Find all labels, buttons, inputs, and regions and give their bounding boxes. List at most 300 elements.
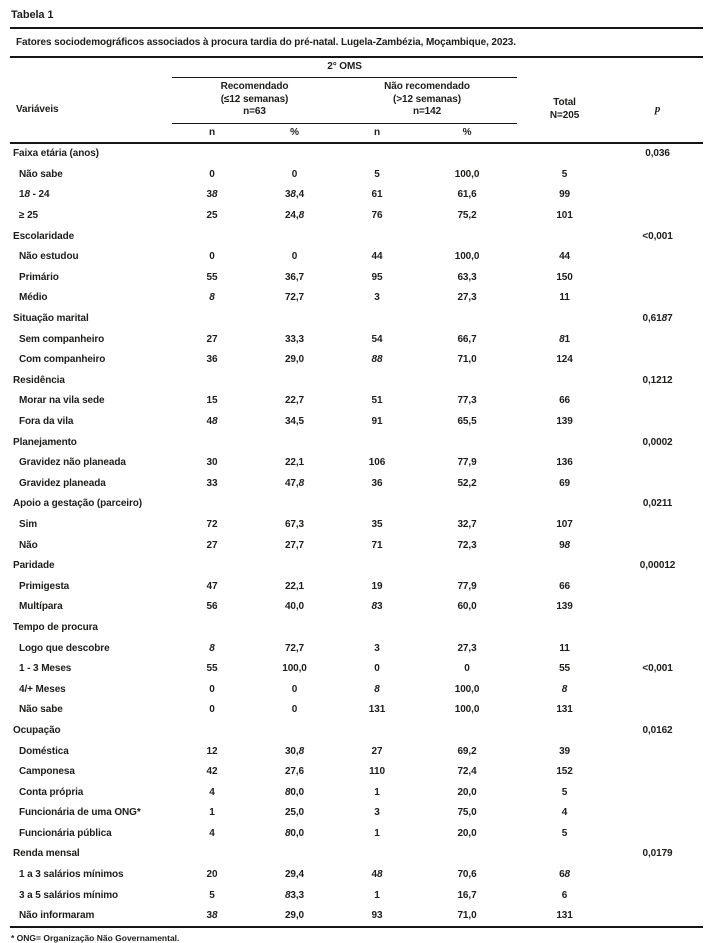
value-cell: 0 (209, 704, 215, 716)
value-cell: 47,8 (284, 477, 305, 489)
value-cell: 77,3 (457, 395, 477, 407)
value-cell: 5 (374, 168, 380, 180)
group2-line3: n=142 (412, 106, 442, 117)
value-cell: 38 (206, 910, 218, 922)
pct-subheader: % (252, 123, 337, 143)
value-cell: 66 (559, 395, 570, 407)
value-cell: 8 (209, 292, 215, 304)
row-label: ≥ 25 (19, 210, 38, 222)
p-value-cell: 0,00012 (639, 560, 676, 572)
row-label: Funcionária pública (19, 827, 112, 839)
value-cell: 48 (371, 869, 383, 881)
row-label: Camponesa (19, 766, 75, 778)
value-cell: 0 (209, 683, 215, 695)
table-row (10, 597, 703, 618)
value-cell: 66,7 (457, 333, 477, 345)
value-cell: 131 (368, 704, 386, 716)
value-cell: 15 (206, 395, 218, 407)
p-value-cell (612, 905, 703, 927)
value-cell: 48 (206, 416, 218, 428)
table-row (10, 679, 703, 700)
recommended-group-header (172, 78, 337, 124)
value-cell: 66 (559, 580, 570, 592)
value-cell (252, 370, 337, 391)
table-row (10, 638, 703, 659)
row-label: Paridade (13, 560, 55, 572)
group2-line2: (>12 semanas) (393, 93, 461, 105)
value-cell (517, 494, 612, 515)
value-cell (252, 844, 337, 865)
value-cell: 5 (561, 168, 568, 180)
value-cell: 3 (374, 642, 380, 654)
value-cell: 36 (206, 354, 218, 366)
row-label: Não sabe (19, 704, 63, 716)
table-row (10, 267, 703, 288)
value-cell: 22,7 (284, 395, 305, 407)
value-cell: 39 (559, 745, 570, 757)
table-row (10, 741, 703, 762)
p-value-cell (612, 617, 703, 638)
value-cell: 110 (369, 766, 385, 778)
value-cell: 91 (371, 416, 383, 428)
value-cell: 139 (556, 416, 573, 428)
value-cell (417, 370, 517, 391)
p-value-cell (612, 576, 703, 597)
p-value-cell: 0,0211 (642, 498, 673, 510)
value-cell: 11 (559, 292, 570, 304)
value-cell: 72,7 (284, 292, 305, 304)
value-cell: 44 (559, 251, 570, 263)
value-cell (337, 555, 417, 576)
value-cell: 69,2 (457, 745, 477, 757)
group1-line1: Recomendado (220, 81, 289, 92)
p-value-cell: 0,0002 (642, 436, 673, 448)
value-cell: 71 (371, 539, 383, 551)
value-cell (417, 720, 517, 741)
value-cell (517, 617, 612, 638)
row-label: Não sabe (19, 168, 63, 180)
value-cell: 71,0 (457, 354, 477, 366)
value-cell: 12 (206, 745, 218, 757)
value-cell: 5 (561, 827, 568, 839)
footnote: * ONG= Organização Não Governamental. (11, 933, 180, 943)
value-cell: 32,7 (457, 518, 477, 530)
p-value-cell: <0,001 (642, 230, 673, 242)
row-label: Não estudou (19, 251, 79, 263)
value-cell: 100,0 (282, 663, 307, 675)
table-row (10, 349, 703, 370)
p-value-cell (612, 679, 703, 700)
value-cell (417, 226, 517, 247)
row-label: Gravidez planeada (19, 477, 106, 489)
p-value-cell (612, 761, 703, 782)
value-cell: 27,6 (284, 766, 305, 778)
value-cell: 0 (291, 168, 298, 180)
row-label: Apoio a gestação (parceiro) (13, 498, 142, 510)
row-label: Ocupação (13, 724, 61, 736)
value-cell: 5 (561, 786, 568, 798)
value-cell (252, 226, 337, 247)
value-cell: 76 (371, 210, 383, 222)
value-cell: 1 (209, 807, 215, 819)
table-row (10, 885, 703, 906)
value-cell: 55 (206, 271, 218, 283)
value-cell: 55 (206, 663, 218, 675)
value-cell (172, 494, 252, 515)
value-cell: 124 (556, 354, 573, 366)
p-value-cell (612, 803, 703, 824)
value-cell: 27 (371, 745, 383, 757)
p-value-cell: 0,0179 (642, 848, 673, 860)
value-cell: 131 (556, 910, 573, 922)
value-cell: 0 (291, 251, 298, 263)
variables-header: Variáveis (10, 78, 172, 143)
header-subgroup-row (10, 78, 703, 124)
p-value-cell (612, 329, 703, 350)
value-cell (337, 308, 417, 329)
value-cell: 40,0 (284, 601, 305, 613)
value-cell (172, 617, 252, 638)
table-row (10, 700, 703, 721)
value-cell (252, 432, 337, 453)
value-cell: 29,4 (284, 869, 305, 881)
value-cell: 98 (559, 539, 570, 551)
value-cell: 71,0 (457, 910, 477, 922)
value-cell: 3 (374, 807, 380, 819)
value-cell: 0 (209, 251, 215, 263)
value-cell: 72,7 (284, 642, 305, 654)
value-cell: 30,8 (284, 745, 305, 757)
table-row (10, 514, 703, 535)
p-value-cell (612, 741, 703, 762)
value-cell: 11 (559, 642, 570, 654)
section-row (10, 308, 703, 329)
value-cell: 136 (556, 457, 573, 469)
value-cell: 150 (556, 271, 573, 283)
value-cell (337, 844, 417, 865)
value-cell (252, 308, 337, 329)
row-label: Conta própria (19, 786, 84, 798)
value-cell: 4 (209, 786, 215, 798)
value-cell (172, 226, 252, 247)
value-cell (517, 143, 612, 165)
row-label: 1 - 3 Meses (19, 663, 72, 675)
value-cell: 70,6 (457, 869, 477, 881)
value-cell (517, 720, 612, 741)
value-cell (517, 226, 612, 247)
value-cell: 80,0 (284, 827, 305, 839)
table-row (10, 411, 703, 432)
value-cell (337, 143, 417, 165)
p-value-cell (612, 638, 703, 659)
table-row (10, 535, 703, 556)
p-value-cell (612, 473, 703, 494)
value-cell: 75,0 (457, 807, 477, 819)
p-value-cell: 0,1212 (642, 374, 673, 386)
p-value-cell (612, 823, 703, 844)
value-cell: 33,3 (284, 333, 305, 345)
value-cell: 4 (561, 807, 568, 819)
value-cell: 0 (209, 168, 215, 180)
value-cell: 83 (371, 601, 383, 613)
row-label: Médio (19, 292, 48, 304)
value-cell: 101 (556, 210, 573, 222)
total-line1: Total (553, 97, 576, 108)
table-row (10, 473, 703, 494)
p-value-cell (612, 452, 703, 473)
row-label: Renda mensal (13, 848, 80, 860)
value-cell: 100,0 (454, 168, 480, 180)
value-cell: 29,0 (284, 910, 305, 922)
p-value-cell (612, 864, 703, 885)
table-row (10, 185, 703, 206)
section-row (10, 720, 703, 741)
value-cell: 35 (371, 518, 383, 530)
table-row (10, 864, 703, 885)
value-cell: 63,3 (457, 271, 477, 283)
total-header (517, 78, 612, 143)
value-cell: 81 (559, 333, 570, 345)
value-cell: 56 (206, 601, 218, 613)
value-cell (417, 308, 517, 329)
table-row (10, 391, 703, 412)
value-cell: 27 (206, 539, 218, 551)
value-cell: 8 (374, 683, 380, 695)
value-cell: 38,4 (284, 189, 305, 201)
value-cell (337, 370, 417, 391)
value-cell: 16,7 (457, 889, 477, 901)
row-label: Faixa etária (anos) (13, 148, 99, 160)
value-cell (252, 720, 337, 741)
table-row (10, 782, 703, 803)
p-value-cell (612, 514, 703, 535)
value-cell: 22,1 (284, 580, 305, 592)
table-row (10, 329, 703, 350)
value-cell (172, 844, 252, 865)
value-cell: 52,2 (457, 477, 477, 489)
row-label: Não (19, 539, 38, 551)
section-row (10, 143, 703, 165)
row-label: 3 a 5 salários mínimo (19, 889, 119, 901)
value-cell (337, 226, 417, 247)
group1-line2: (≤12 semanas) (220, 93, 289, 105)
section-row (10, 494, 703, 515)
value-cell: 19 (371, 580, 383, 592)
value-cell (252, 143, 337, 165)
value-cell: 36 (371, 477, 383, 489)
row-label: Logo que descobre (19, 642, 110, 654)
value-cell (517, 844, 612, 865)
p-value-cell (612, 535, 703, 556)
value-cell: 34,5 (284, 416, 305, 428)
value-cell: 72,4 (457, 766, 477, 778)
value-cell: 65,5 (457, 416, 477, 428)
value-cell: 93 (371, 910, 383, 922)
value-cell: 1 (374, 827, 380, 839)
row-label: Gravidez não planeada (19, 457, 126, 469)
value-cell: 6 (561, 889, 568, 901)
value-cell: 29,0 (284, 354, 305, 366)
table-row (10, 164, 703, 185)
value-cell: 0 (291, 704, 298, 716)
value-cell (517, 308, 612, 329)
value-cell: 0 (291, 683, 298, 695)
row-label: 18 - 24 (19, 189, 50, 201)
value-cell: 100,0 (454, 683, 480, 695)
p-value-cell (612, 597, 703, 618)
value-cell: 22,1 (284, 457, 305, 469)
value-cell: 131 (556, 704, 573, 716)
value-cell: 27,7 (284, 539, 305, 551)
value-cell: 55 (559, 663, 570, 675)
value-cell: 47 (206, 580, 218, 592)
value-cell: 25 (206, 210, 218, 222)
value-cell: 100,0 (454, 704, 480, 716)
pct-subheader: % (417, 123, 517, 143)
value-cell: 88 (371, 354, 383, 366)
value-cell: 20,0 (457, 827, 477, 839)
value-cell (172, 432, 252, 453)
value-cell: 139 (556, 601, 573, 613)
value-cell (337, 720, 417, 741)
p-value-cell (612, 288, 703, 309)
spacer-cell (10, 57, 172, 78)
value-cell: 75,2 (457, 210, 477, 222)
value-cell: 51 (371, 395, 383, 407)
p-value-cell (612, 391, 703, 412)
value-cell: 25,0 (284, 807, 305, 819)
p-value-cell (612, 164, 703, 185)
value-cell (337, 494, 417, 515)
value-cell (417, 555, 517, 576)
value-cell: 8 (209, 642, 215, 654)
table-row (10, 823, 703, 844)
row-label: Morar na vila sede (19, 395, 105, 407)
value-cell: 1 (374, 786, 380, 798)
value-cell: 27,3 (457, 642, 477, 654)
table-caption: Fatores sociodemográficos associados à procura tardia do pré-natal. Lugela-Zambézia, Moçambique, 2023. (16, 37, 516, 48)
value-cell (517, 432, 612, 453)
row-label: 4/+ Meses (19, 683, 66, 695)
table-row (10, 452, 703, 473)
table-row (10, 761, 703, 782)
p-value-cell (612, 885, 703, 906)
section-row (10, 370, 703, 391)
p-value-cell: 0,036 (645, 148, 670, 160)
p-value-cell (612, 411, 703, 432)
n-subheader: n (337, 123, 417, 143)
section-row (10, 555, 703, 576)
total-line2: N=205 (549, 109, 580, 121)
value-cell: 83,3 (284, 889, 305, 901)
value-cell: 72,3 (457, 539, 477, 551)
value-cell: 77,9 (457, 457, 477, 469)
value-cell (252, 494, 337, 515)
value-cell: 3 (374, 292, 380, 304)
p-value-cell (612, 267, 703, 288)
p-value-cell: 0,0162 (642, 724, 673, 736)
row-label: Escolaridade (13, 230, 75, 242)
value-cell: 152 (556, 766, 573, 778)
table-row (10, 905, 703, 927)
row-label: Fora da vila (19, 416, 74, 428)
value-cell: 68 (559, 869, 570, 881)
value-cell: 54 (371, 333, 383, 345)
value-cell (417, 432, 517, 453)
value-cell (252, 617, 337, 638)
header-group-row (10, 57, 703, 78)
section-row (10, 844, 703, 865)
p-value-cell (612, 782, 703, 803)
value-cell: 44 (371, 251, 383, 263)
value-cell: 33 (206, 477, 218, 489)
row-label: Situação marital (13, 313, 89, 325)
value-cell: 0 (374, 663, 380, 675)
value-cell: 4 (209, 827, 215, 839)
n-subheader: n (172, 123, 252, 143)
value-cell (337, 617, 417, 638)
p-value-cell (612, 700, 703, 721)
row-label: Multípara (19, 601, 63, 613)
group1-line3: n=63 (243, 106, 266, 117)
row-label: Sim (19, 518, 38, 530)
p-value-cell (612, 246, 703, 267)
row-label: Primigesta (19, 580, 70, 592)
value-cell (337, 432, 417, 453)
value-cell: 100,0 (454, 251, 480, 263)
table-row (10, 658, 703, 679)
row-label: Planejamento (13, 436, 77, 448)
p-value-cell (612, 205, 703, 226)
value-cell: 38 (206, 189, 218, 201)
spacer-cell (517, 57, 612, 78)
table-row (10, 803, 703, 824)
p-value-cell (612, 185, 703, 206)
p-value-cell: 0,6187 (642, 313, 673, 325)
value-cell (417, 143, 517, 165)
value-cell: 24,8 (284, 210, 305, 222)
value-cell: 69 (559, 477, 570, 489)
value-cell: 27,3 (457, 292, 477, 304)
section-row (10, 432, 703, 453)
table-row (10, 576, 703, 597)
section-row (10, 226, 703, 247)
value-cell (172, 143, 252, 165)
oms-group-title: 2° OMS (172, 57, 517, 78)
group2-line1: Não recomendado (384, 81, 470, 92)
table-row (10, 288, 703, 309)
p-value-cell (612, 349, 703, 370)
spacer-cell (612, 57, 703, 78)
value-cell (517, 370, 612, 391)
value-cell: 106 (368, 457, 386, 469)
row-label: Residência (13, 374, 65, 386)
table-title: Tabela 1 (11, 9, 54, 21)
value-cell (252, 555, 337, 576)
value-cell: 61 (371, 189, 383, 201)
row-label: Tempo de procura (13, 621, 98, 633)
value-cell: 61,6 (457, 189, 477, 201)
value-cell: 77,9 (457, 580, 477, 592)
data-table (10, 56, 703, 928)
p-value-header: p (612, 78, 703, 143)
row-label: Funcionária de uma ONG* (19, 807, 141, 819)
value-cell (417, 494, 517, 515)
value-cell: 0 (464, 663, 470, 675)
value-cell: 95 (371, 271, 383, 283)
value-cell: 99 (559, 189, 570, 201)
value-cell (172, 555, 252, 576)
